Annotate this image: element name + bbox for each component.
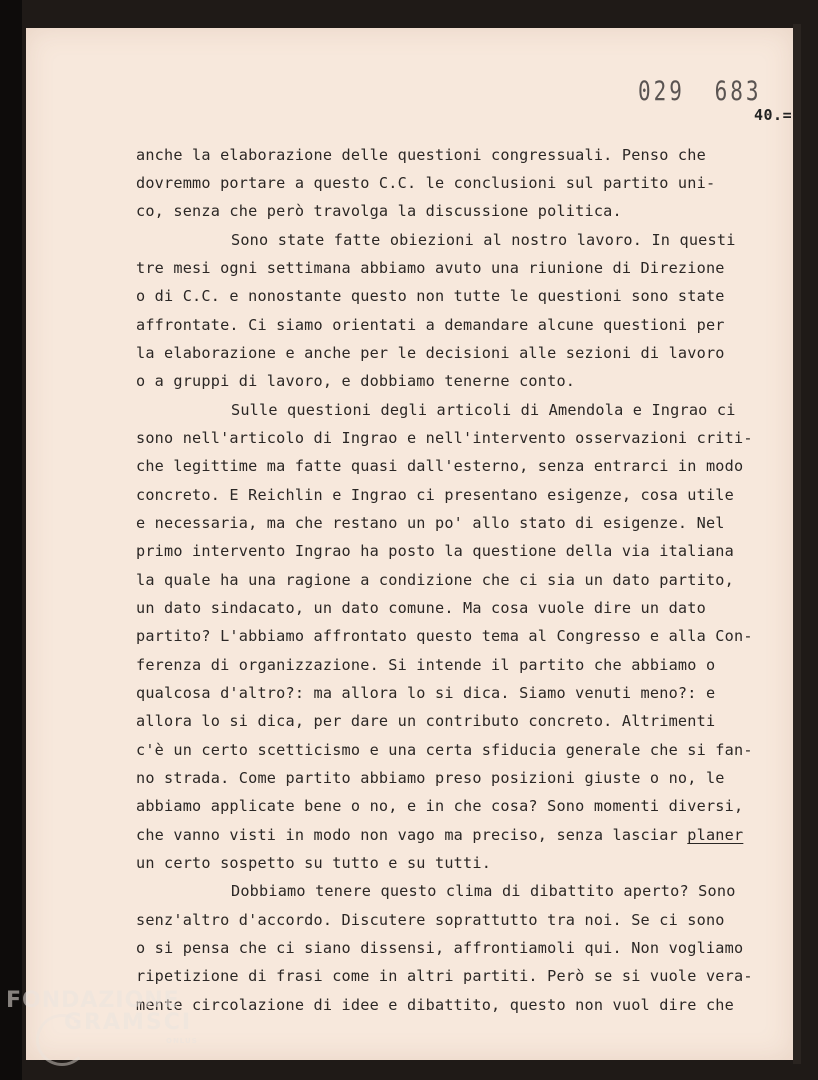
text-line: qualcosa d'altro?: ma allora lo si dica. Siamo venuti meno?: e bbox=[136, 684, 716, 702]
text-line: e necessaria, ma che restano un po' allo stato di esigenze. Nel bbox=[136, 514, 725, 532]
text-line: ripetizione di frasi come in altri partiti. Però se si vuole vera- bbox=[136, 967, 753, 985]
text-line: che legittime ma fatte quasi dall'esterno, senza entrarci in modo bbox=[136, 457, 744, 475]
text-line: la elaborazione e anche per le decisioni alle sezioni di lavoro bbox=[136, 344, 725, 362]
watermark-line3: ONLUS bbox=[166, 1037, 198, 1045]
text-line-with-underline bbox=[136, 826, 743, 844]
text-line: abbiamo applicate bene o no, e in che cosa? Sono momenti diversi, bbox=[136, 797, 744, 815]
text-line: tre mesi ogni settimana abbiamo avuto una riunione di Direzione bbox=[136, 259, 725, 277]
page-edge bbox=[793, 24, 801, 1064]
text-line: o si pensa che ci siano dissensi, affrontiamoli qui. Non vogliamo bbox=[136, 939, 744, 957]
text-line: affrontate. Ci siamo orientati a demandare alcune questioni per bbox=[136, 316, 725, 334]
text-line: Sono state fatte obiezioni al nostro lavoro. In questi bbox=[231, 231, 736, 249]
text-line: partito? L'abbiamo affrontato questo tema al Congresso e alla Con- bbox=[136, 627, 753, 645]
text-line: un dato sindacato, un dato comune. Ma cosa vuole dire un dato bbox=[136, 599, 706, 617]
text-line: primo intervento Ingrao ha posto la questione della via italiana bbox=[136, 542, 734, 560]
watermark-line2: GRAMSCI bbox=[64, 1010, 193, 1035]
text-line: allora lo si dica, per dare un contributo concreto. Altrimenti bbox=[136, 712, 716, 730]
text-line: o di C.C. e nonostante questo non tutte le questioni sono state bbox=[136, 287, 725, 305]
text-line: c'è un certo scetticismo e una certa sfiducia generale che si fan- bbox=[136, 741, 753, 759]
text-line: sono nell'articolo di Ingrao e nell'intervento osservazioni criti- bbox=[136, 429, 753, 447]
text-line: concreto. E Reichlin e Ingrao ci presentano esigenze, cosa utile bbox=[136, 486, 734, 504]
text-line: senz'altro d'accordo. Discutere soprattutto tra noi. Se ci sono bbox=[136, 911, 725, 929]
text-line: ferenza di organizzazione. Si intende il partito che abbiamo o bbox=[136, 656, 716, 674]
text-line: anche la elaborazione delle questioni congressuali. Penso che bbox=[136, 146, 706, 164]
text-line: Sulle questioni degli articoli di Amendola e Ingrao ci bbox=[231, 401, 736, 419]
text-line: dovremmo portare a questo C.C. le conclusioni sul partito uni- bbox=[136, 174, 716, 192]
underlined-word: planer bbox=[687, 826, 744, 844]
text-line: la quale ha una ragione a condizione che ci sia un dato partito, bbox=[136, 571, 734, 589]
archive-number: 029 683 bbox=[638, 76, 762, 106]
text-line: Dobbiamo tenere questo clima di dibattito aperto? Sono bbox=[231, 882, 736, 900]
text-line: un certo sospetto su tutto e su tutti. bbox=[136, 854, 492, 872]
watermark bbox=[6, 990, 198, 1045]
binding-spine bbox=[0, 0, 22, 1080]
text-line: no strada. Come partito abbiamo preso posizioni giuste o no, le bbox=[136, 769, 725, 787]
text-line: mente circolazione di idee e dibattito, questo non vuol dire che bbox=[136, 996, 734, 1014]
text-line: o a gruppi di lavoro, e dobbiamo tenerne conto. bbox=[136, 372, 576, 390]
text-segment: che vanno visti in modo non vago ma preciso, senza lasciar bbox=[136, 826, 678, 844]
page-number: 40.= bbox=[754, 106, 793, 124]
watermark-line1: FONDAZIONE bbox=[6, 988, 180, 1013]
text-line: co, senza che però travolga la discussione politica. bbox=[136, 202, 622, 220]
